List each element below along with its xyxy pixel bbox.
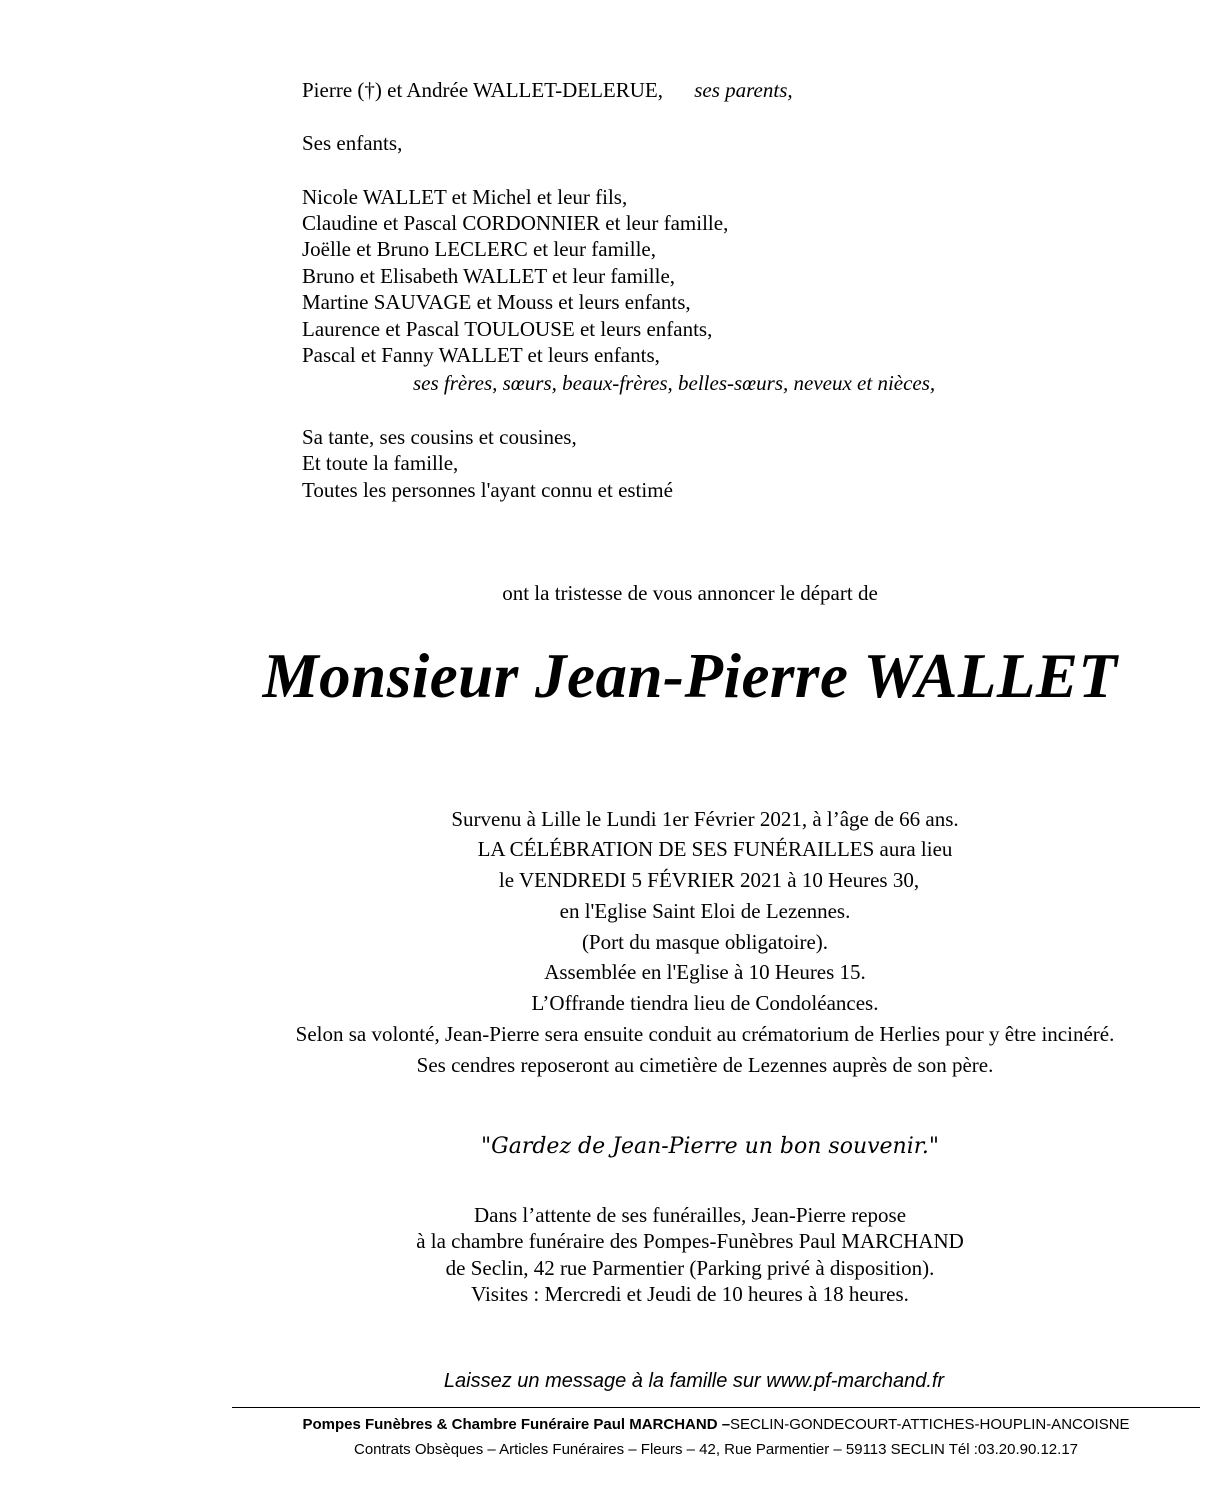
detail-line: Selon sa volonté, Jean-Pierre sera ensuite conduit au crématorium de Herlies pour y être incinéré. [295,1022,1115,1046]
deceased-name: Monsieur Jean-Pierre WALLET [262,641,1118,711]
detail-line: en l'Eglise Saint Eloi de Lezennes. [559,899,851,923]
memorial-quote: "Gardez de Jean-Pierre un bon souvenir." [481,1134,939,1159]
parents-names: Pierre (†) et Andrée WALLET-DELERUE, [302,78,663,102]
footer-services: Contrats Obsèques – Articles Funéraires – Fleurs – 42, Rue Parmentier – 59113 SECLIN Tél :03.20.90.12.17 [353,1441,1079,1458]
visitation-line: Dans l’attente de ses funérailles, Jean-Pierre repose [473,1203,907,1227]
detail-line: Survenu à Lille le Lundi 1er Février 2021, à l’âge de 66 ans. [451,807,959,831]
extended-family-line: Et toute la famille, [302,451,459,475]
extended-family-line: Sa tante, ses cousins et cousines, [302,425,577,449]
detail-line: Ses cendres reposeront au cimetière de Lezennes auprès de son père. [416,1053,994,1077]
visitation-line: à la chambre funéraire des Pompes-Funèbres Paul MARCHAND [416,1229,964,1253]
detail-line: L’Offrande tiendra lieu de Condoléances. [531,991,879,1015]
family-line: Nicole WALLET et Michel et leur fils, [302,185,628,209]
parents-relation: ses parents, [694,78,793,102]
family-line: Claudine et Pascal CORDONNIER et leur famille, [302,211,729,235]
footer-locations: SECLIN-GONDECOURT-ATTICHES-HOUPLIN-ANCOISNE [730,1416,1130,1433]
footer-company: Pompes Funèbres & Chambre Funéraire Paul MARCHAND – [302,1416,731,1433]
extended-family-line: Toutes les personnes l'ayant connu et estimé [302,478,673,502]
siblings-relation: ses frères, sœurs, beaux-frères, belles-sœurs, neveux et nièces, [413,371,936,395]
children-heading: Ses enfants, [302,131,403,155]
parents-line [302,77,793,103]
web-message: Laissez un message à la famille sur www.pf-marchand.fr [443,1370,945,1392]
detail-line: (Port du masque obligatoire). [581,930,829,954]
footer-company-line [302,1415,1129,1435]
family-line: Bruno et Elisabeth WALLET et leur famille, [302,264,676,288]
family-line: Martine SAUVAGE et Mouss et leurs enfants, [302,290,691,314]
family-line: Laurence et Pascal TOULOUSE et leurs enfants, [302,317,713,341]
family-line: Joëlle et Bruno LECLERC et leur famille, [302,237,656,261]
announcement: ont la tristesse de vous annoncer le départ de [502,581,878,605]
visitation-line: Visites : Mercredi et Jeudi de 10 heures à 18 heures. [471,1282,909,1306]
family-line: Pascal et Fanny WALLET et leurs enfants, [302,343,660,367]
detail-line: LA CÉLÉBRATION DE SES FUNÉRAILLES aura lieu [477,837,953,861]
detail-line: Assemblée en l'Eglise à 10 Heures 15. [544,960,866,984]
footer-divider [232,1407,1200,1408]
visitation-line: de Seclin, 42 rue Parmentier (Parking privé à disposition). [445,1256,935,1280]
detail-line: le VENDREDI 5 FÉVRIER 2021 à 10 Heures 30, [498,868,920,892]
